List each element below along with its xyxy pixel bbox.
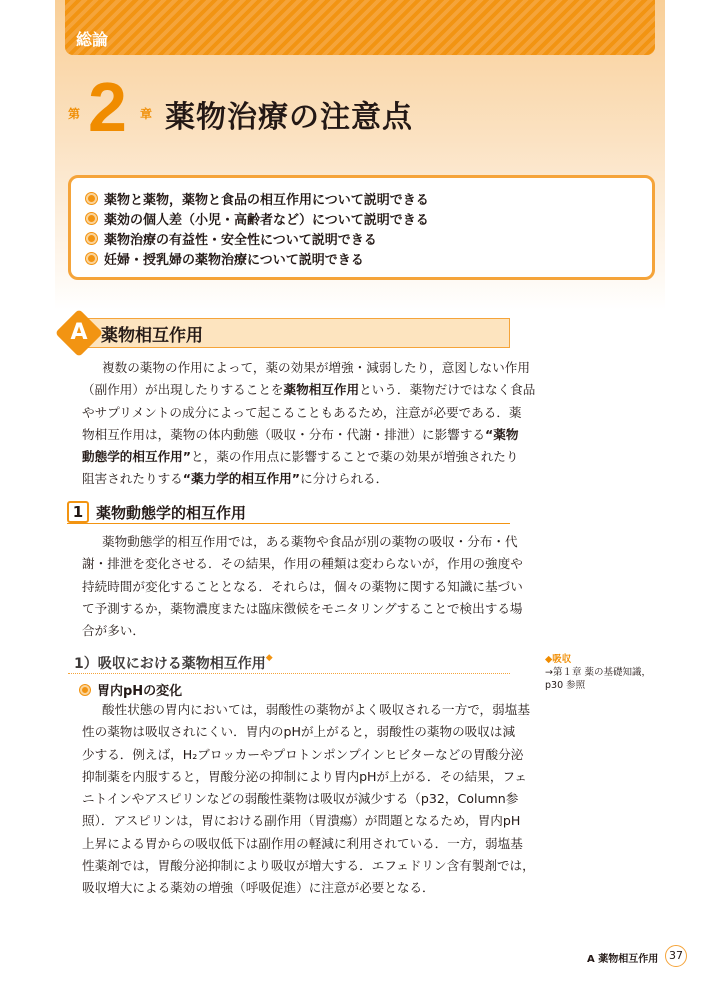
running-footer: A 薬物相互作用 bbox=[587, 954, 659, 965]
text: 複数の薬物の作用によって，薬の効果が増強・減弱したり，意図しない作用 bbox=[102, 360, 530, 375]
objective-item bbox=[86, 248, 652, 268]
text-line: 照）．アスピリンは，胃における副作用（胃潰瘍）が問題となるため，胃内pH bbox=[82, 813, 521, 829]
key-term: “薬力学的相互作用” bbox=[182, 471, 301, 487]
section-1-title: 薬物動態学的相互作用 bbox=[96, 504, 247, 522]
note-marker-icon: ◆ bbox=[265, 653, 273, 663]
category-label: 総論 bbox=[76, 30, 109, 49]
text-line: て予測するか，薬物濃度または臨床徴候をモニタリングすることで検出する場 bbox=[82, 600, 523, 616]
section-number: 1 bbox=[67, 501, 89, 523]
text-line: ニトインやアスピリンなどの弱酸性薬物は吸収が減少する（p32，Column参 bbox=[82, 791, 519, 807]
objective-text: 薬物治療の有益性・安全性について説明できる bbox=[104, 232, 377, 248]
section-1-paragraph bbox=[82, 531, 523, 642]
objective-item bbox=[86, 208, 652, 228]
objective-item bbox=[86, 228, 652, 248]
key-term: “薬物 bbox=[485, 426, 519, 442]
text-line: 持続時間が変化することとなる．それらは，個々の薬物に関する知識に基づい bbox=[82, 578, 523, 594]
bullet-icon bbox=[86, 193, 97, 204]
key-term: 動態学的相互作用” bbox=[82, 449, 192, 465]
section-a-paragraph bbox=[82, 357, 536, 491]
text-line: 吸収増大による薬効の増強（呼吸促進）に注意が必要となる． bbox=[82, 880, 435, 896]
text-line bbox=[82, 468, 510, 490]
bullet-icon bbox=[86, 213, 97, 224]
text-line: 薬物動態学的相互作用では，ある薬物や食品が別の薬物の吸収・分布・代 bbox=[102, 534, 518, 549]
text-line: 少する．例えば，H₂ブロッカーやプロトンポンプインヒビターなどの胃酸分泌 bbox=[82, 746, 524, 762]
topic-heading bbox=[80, 680, 182, 699]
text: 阻害されたりする bbox=[82, 471, 183, 487]
text-line: 性薬剤では，胃酸分泌抑制により吸収が増大する．エフェドリン含有製剤では， bbox=[82, 858, 535, 874]
text-line: 性の薬物は吸収されにくい．胃内のpHが上がると，弱酸性の薬物の吸収は減 bbox=[82, 724, 516, 740]
bullet-icon bbox=[80, 685, 90, 695]
subsection-title-text: 1）吸収における薬物相互作用 bbox=[74, 656, 266, 672]
chapter-number: 2 bbox=[88, 68, 127, 146]
bullet-icon bbox=[86, 253, 97, 264]
side-note bbox=[545, 653, 651, 692]
page-number: 37 bbox=[665, 945, 687, 967]
text-line: 酸性状態の胃内においては，弱酸性の薬物がよく吸収される一方で，弱塩基 bbox=[102, 702, 530, 717]
subsection-title bbox=[74, 653, 273, 673]
subsection-paragraph bbox=[82, 699, 535, 900]
side-note-heading: ◆吸収 bbox=[545, 654, 572, 665]
chapter-prefix: 第 bbox=[68, 107, 81, 121]
objective-text: 薬効の個人差（小児・高齢者など）について説明できる bbox=[104, 212, 429, 228]
text-line: 合が多い． bbox=[82, 623, 145, 639]
text: に分けられる． bbox=[300, 471, 389, 487]
text-line: 抑制薬を内服すると，胃酸分泌の抑制により胃内pHが上がる．その結果，フェ bbox=[82, 768, 528, 784]
text: 物相互作用は，薬物の体内動態（吸収・分布・代謝・排泄）に影響する bbox=[82, 426, 485, 442]
category-band bbox=[65, 0, 655, 55]
text-line bbox=[82, 379, 536, 401]
side-note-reference: →第１章 薬の基礎知識， bbox=[545, 667, 651, 678]
section-a-title: 薬物相互作用 bbox=[101, 326, 203, 346]
text-line bbox=[82, 424, 519, 446]
text-line bbox=[82, 402, 522, 424]
text-line: 謝・排泄を変化させる．その結果，作用の種類は変わらないが，作用の強度や bbox=[82, 556, 523, 572]
text: やサプリメントの成分によって起こることもあるため，注意が必要である．薬 bbox=[82, 404, 522, 420]
section-letter: A bbox=[70, 320, 88, 345]
side-note-reference: p30 参照 bbox=[545, 680, 586, 691]
learning-objectives bbox=[68, 175, 655, 280]
key-term: 薬物相互作用 bbox=[283, 382, 360, 398]
text-line bbox=[82, 357, 530, 379]
objective-item bbox=[86, 188, 652, 208]
objective-text: 薬物と薬物，薬物と食品の相互作用について説明できる bbox=[104, 192, 429, 208]
dotted-divider bbox=[68, 673, 510, 674]
objective-text: 妊婦・授乳婦の薬物治療について説明できる bbox=[104, 252, 364, 268]
text-line bbox=[82, 446, 519, 468]
text: （副作用）が出現したりすることを bbox=[82, 382, 284, 398]
text: と，薬の作用点に影響することで薬の効果が増強されたり bbox=[191, 449, 519, 465]
topic-title: 胃内pHの変化 bbox=[97, 684, 183, 699]
chapter-suffix: 章 bbox=[140, 107, 153, 121]
text: という．薬物だけではなく食品 bbox=[359, 382, 536, 398]
chapter-title: 薬物治療の注意点 bbox=[165, 100, 413, 135]
bullet-icon bbox=[86, 233, 97, 244]
text-line: 上昇による胃からの吸収低下は副作用の軽減に利用されている．一方，弱塩基 bbox=[82, 835, 523, 851]
